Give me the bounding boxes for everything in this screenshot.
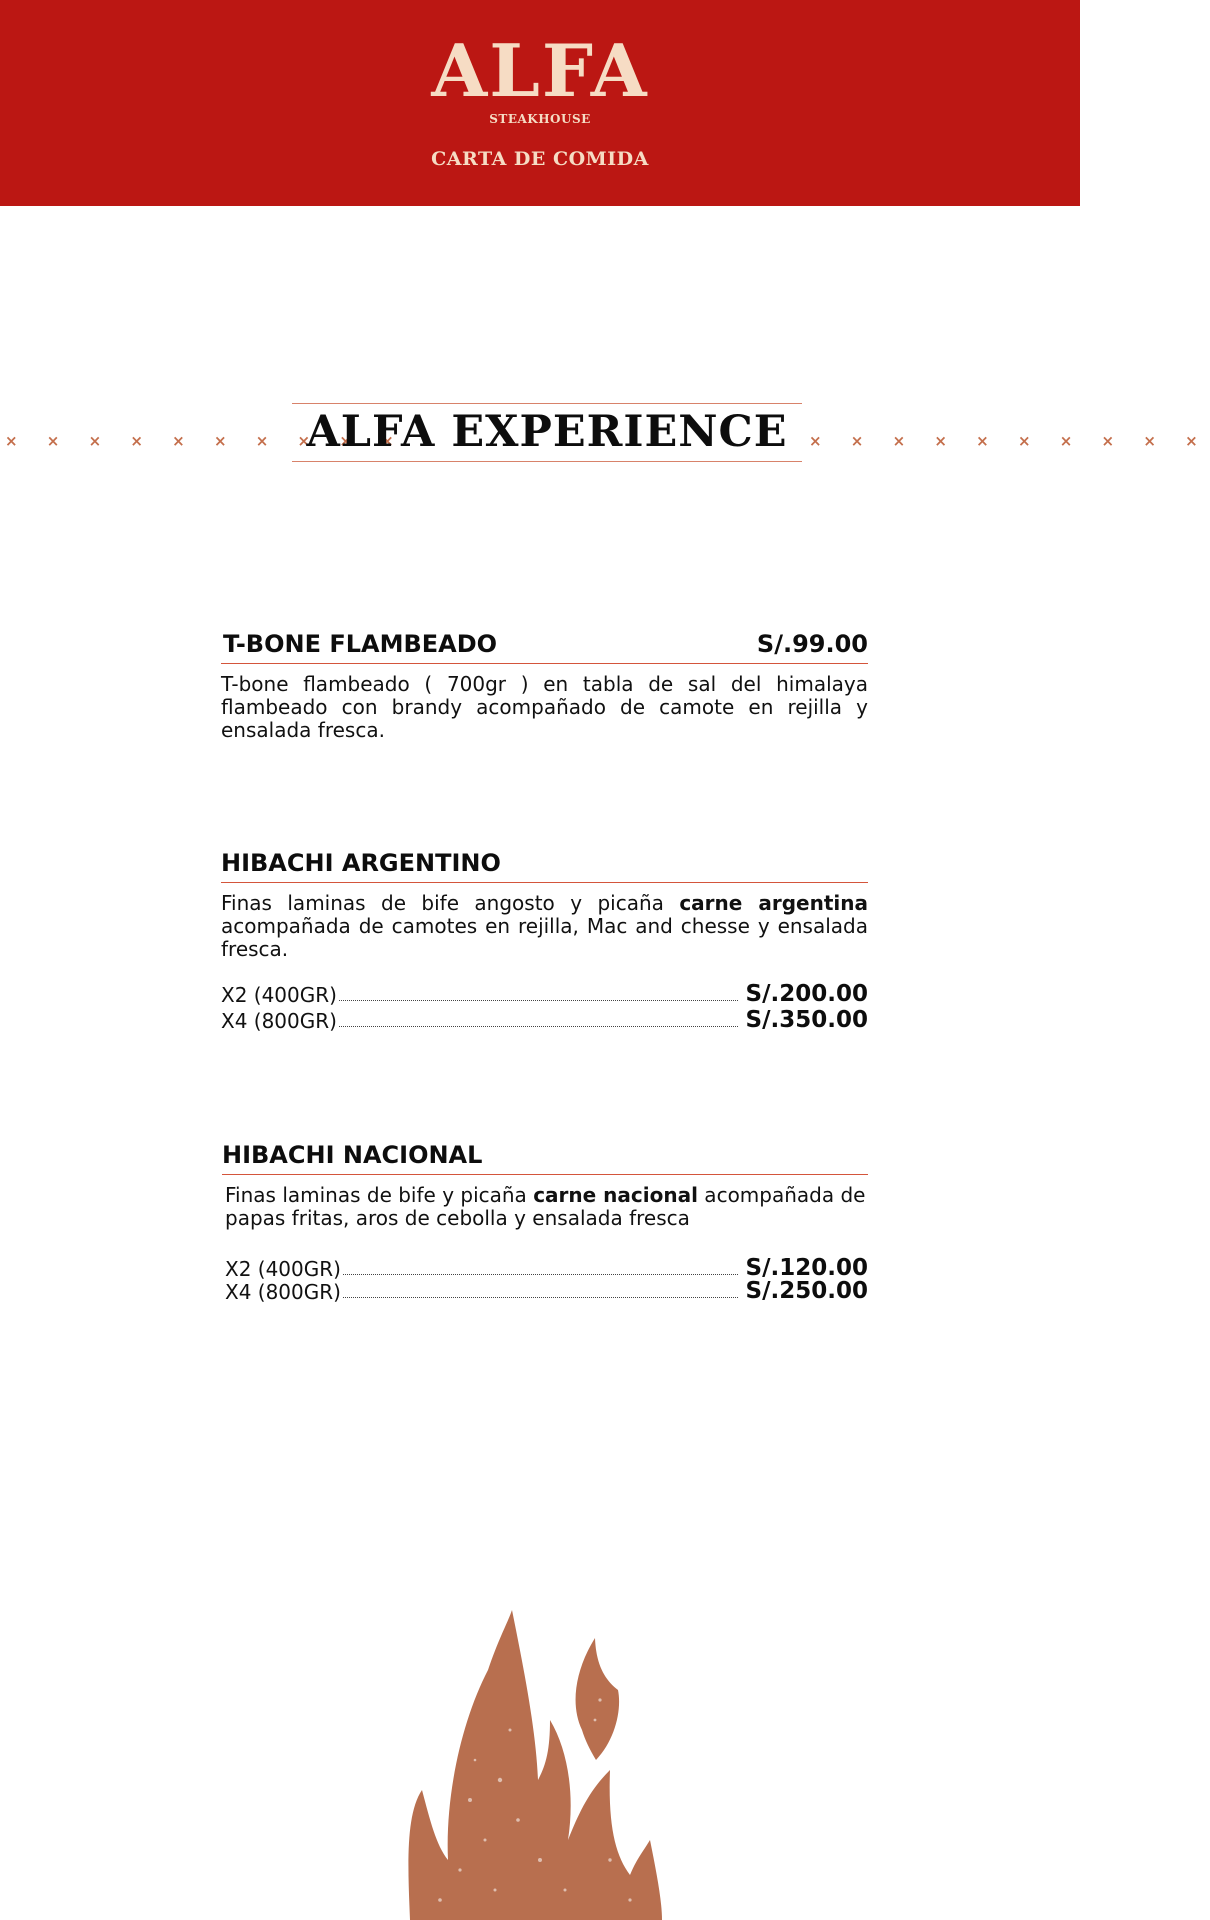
- dotted-leader: [339, 1025, 738, 1027]
- header-banner: [0, 0, 1080, 206]
- item-divider: [222, 1174, 868, 1175]
- desc-text: acompañada de camotes en rejilla, Mac and chesse y ensalada fresca.: [221, 914, 868, 961]
- dotted-leader: [343, 1273, 738, 1275]
- desc-highlight: carne argentina: [679, 891, 868, 915]
- size-option-price: S/.200.00: [745, 981, 868, 1007]
- item-divider: [221, 882, 868, 883]
- dotted-leader: [343, 1296, 738, 1298]
- cross-decoration-left: × × × × × × × × × ×: [5, 432, 406, 450]
- item-name: T-BONE FLAMBEADO: [223, 630, 498, 658]
- flame-icon: [400, 1610, 690, 1920]
- logo: ALFA: [431, 28, 649, 113]
- size-option-row: [221, 1007, 868, 1033]
- desc-text: Finas laminas de bife angosto y picaña: [221, 891, 680, 915]
- item-name: HIBACHI NACIONAL: [222, 1141, 483, 1169]
- dotted-leader: [339, 999, 738, 1001]
- size-option-price: S/.120.00: [745, 1255, 868, 1281]
- item-description: [221, 892, 868, 961]
- logo-subtitle: STEAKHOUSE: [489, 112, 591, 126]
- item-description: T-bone flambeado ( 700gr ) en tabla de sal del himalaya flambeado con brandy acompañado de camote en rejilla y ensalada fresca.: [221, 672, 868, 742]
- size-option-label: X4 (800GR): [221, 1009, 337, 1033]
- menu-item-hibachi-argentino: [221, 849, 868, 1039]
- desc-text: Finas laminas de bife y picaña: [225, 1183, 534, 1207]
- item-price: S/.99.00: [756, 630, 868, 658]
- size-option-row: [221, 981, 868, 1007]
- size-option-price: S/.350.00: [745, 1007, 868, 1033]
- desc-highlight: carne nacional: [533, 1183, 698, 1207]
- size-option-price: S/.250.00: [745, 1278, 868, 1304]
- desc-text: acompañada de papas fritas, aros de cebolla y ensalada fresca: [225, 1183, 866, 1230]
- size-option-label: X4 (800GR): [225, 1280, 341, 1304]
- item-name: HIBACHI ARGENTINO: [221, 849, 501, 877]
- size-option-label: X2 (400GR): [221, 983, 337, 1007]
- section-title-box: [292, 403, 802, 462]
- section-title: ALFA EXPERIENCE: [306, 407, 788, 457]
- item-divider: [221, 663, 868, 664]
- size-option-row: [225, 1278, 868, 1304]
- cross-decoration-right: × × × × × × × × × ×: [809, 432, 1210, 450]
- menu-item-hibachi-nacional: [222, 1141, 868, 1311]
- menu-item-tbone: [221, 630, 868, 750]
- menu-subtitle: CARTA DE COMIDA: [431, 148, 649, 170]
- size-option-label: X2 (400GR): [225, 1257, 341, 1281]
- item-description: [225, 1184, 868, 1230]
